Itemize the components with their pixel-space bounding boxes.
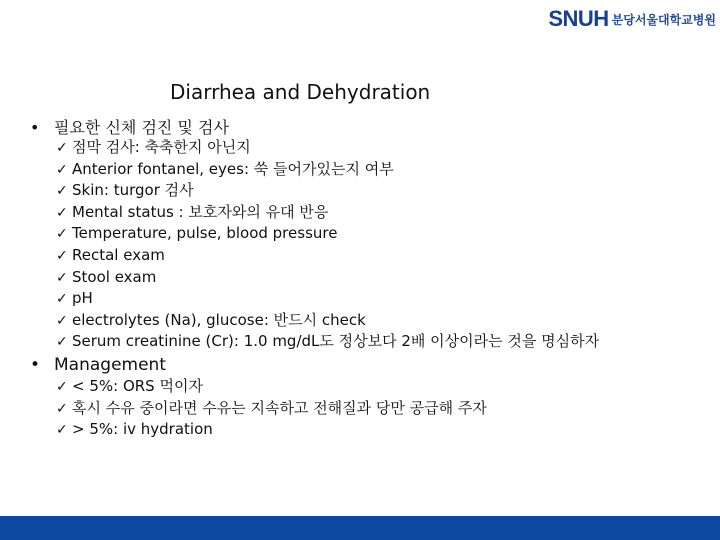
check-icon: ✓ — [56, 291, 68, 308]
section-heading-management — [30, 355, 166, 375]
list-item-text: > 5%: iv hydration — [72, 420, 213, 439]
list-item-text: Skin: turgor 검사 — [72, 181, 194, 200]
list-item — [56, 288, 599, 310]
logo-name: 분당서울대학교병원 — [611, 12, 716, 27]
list-item — [56, 202, 599, 224]
list-item-text: Serum creatinine (Cr): 1.0 mg/dL도 정상보다 2배 이상이라는 것을 명심하자 — [72, 332, 600, 351]
check-icon: ✓ — [56, 400, 68, 417]
list-item — [56, 245, 599, 267]
bullet-icon: • — [30, 355, 41, 375]
check-icon: ✓ — [56, 334, 68, 351]
list-item-text: 점막 검사: 축축한지 아닌지 — [72, 138, 251, 156]
section-heading-exam — [30, 115, 229, 138]
section-heading-label: 필요한 신체 검진 및 검사 — [54, 118, 229, 137]
list-item-text: Anterior fontanel, eyes: 쑥 들어가있는지 여부 — [72, 159, 394, 178]
list-item-text: electrolytes (Na), glucose: 반드시 check — [72, 310, 366, 329]
check-icon: ✓ — [56, 140, 68, 156]
hospital-logo — [548, 6, 716, 32]
list-item — [56, 419, 487, 441]
list-item — [56, 267, 599, 289]
check-icon: ✓ — [56, 183, 68, 200]
list-item — [56, 398, 487, 420]
list-item — [56, 223, 599, 245]
list-item-text: Stool exam — [72, 267, 157, 286]
management-list — [56, 376, 487, 441]
check-icon: ✓ — [56, 226, 68, 243]
exam-list — [56, 137, 599, 353]
check-icon: ✓ — [56, 269, 68, 286]
footer-bar — [0, 516, 720, 540]
list-item — [56, 137, 599, 159]
section-heading-label: Management — [54, 355, 166, 375]
check-icon: ✓ — [56, 247, 68, 264]
slide-title: Diarrhea and Dehydration — [170, 80, 431, 104]
list-item — [56, 180, 599, 202]
bullet-icon: • — [30, 118, 40, 137]
check-icon: ✓ — [56, 312, 68, 329]
check-icon: ✓ — [56, 161, 68, 178]
check-icon: ✓ — [56, 422, 68, 439]
logo-mark: SNUH — [548, 6, 609, 31]
list-item-text: 혹시 수유 중이라면 수유는 지속하고 전해질과 당만 공급해 주자 — [72, 398, 487, 417]
list-item — [56, 376, 487, 398]
list-item-text: Rectal exam — [72, 245, 165, 264]
list-item — [56, 310, 599, 332]
list-item — [56, 331, 599, 353]
list-item-text: pH — [72, 289, 93, 308]
list-item-text: Mental status : 보호자와의 유대 반응 — [72, 202, 329, 221]
list-item-text: Temperature, pulse, blood pressure — [72, 224, 338, 243]
check-icon: ✓ — [56, 204, 68, 221]
check-icon: ✓ — [56, 379, 68, 395]
list-item-text: < 5%: ORS 먹이자 — [72, 377, 203, 395]
list-item — [56, 159, 599, 181]
